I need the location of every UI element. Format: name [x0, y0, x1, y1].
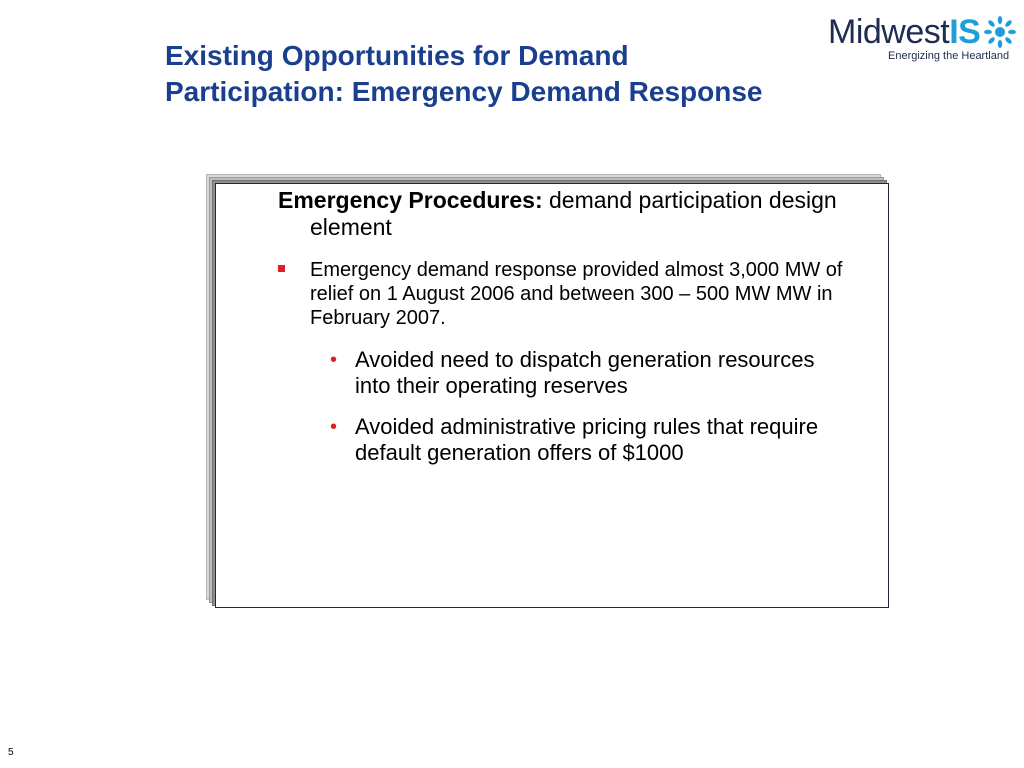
- sub-bullet-2-text: Avoided administrative pricing rules that require default generation offers of $1000: [355, 414, 819, 465]
- logo-tagline: Energizing the Heartland: [888, 50, 1010, 62]
- logo-word-is: IS: [949, 13, 981, 51]
- content-heading: [278, 187, 900, 241]
- sub-bullet-1-text: Avoided need to dispatch generation resources into their operating reserves: [355, 347, 815, 398]
- sub-bullet-2: [330, 414, 850, 466]
- slide-title-line-2: Participation: Emergency Demand Response: [165, 76, 763, 107]
- midwest-iso-logo: [828, 12, 1018, 64]
- sun-logo-icon: [984, 16, 1016, 48]
- main-bullet-text: Emergency demand response provided almost 3,000 MW of relief on 1 August 2006 and between 300 – 500 MW MW in February 2007.: [310, 259, 843, 329]
- page-number: 5: [8, 747, 14, 758]
- square-bullet-icon: [278, 265, 285, 272]
- main-bullet: [278, 258, 858, 330]
- slide-title: [165, 38, 763, 110]
- logo-word-midwest: Midwest: [828, 13, 950, 51]
- sub-bullet-1: [330, 347, 850, 399]
- slide-title-line-1: Existing Opportunities for Demand: [165, 40, 629, 71]
- content-heading-bold: Emergency Procedures:: [278, 187, 543, 213]
- dot-bullet-icon: •: [330, 416, 338, 438]
- dot-bullet-icon: •: [330, 349, 338, 371]
- content-heading-rest: demand participation design element: [310, 187, 837, 240]
- logo-wordmark: [828, 12, 980, 52]
